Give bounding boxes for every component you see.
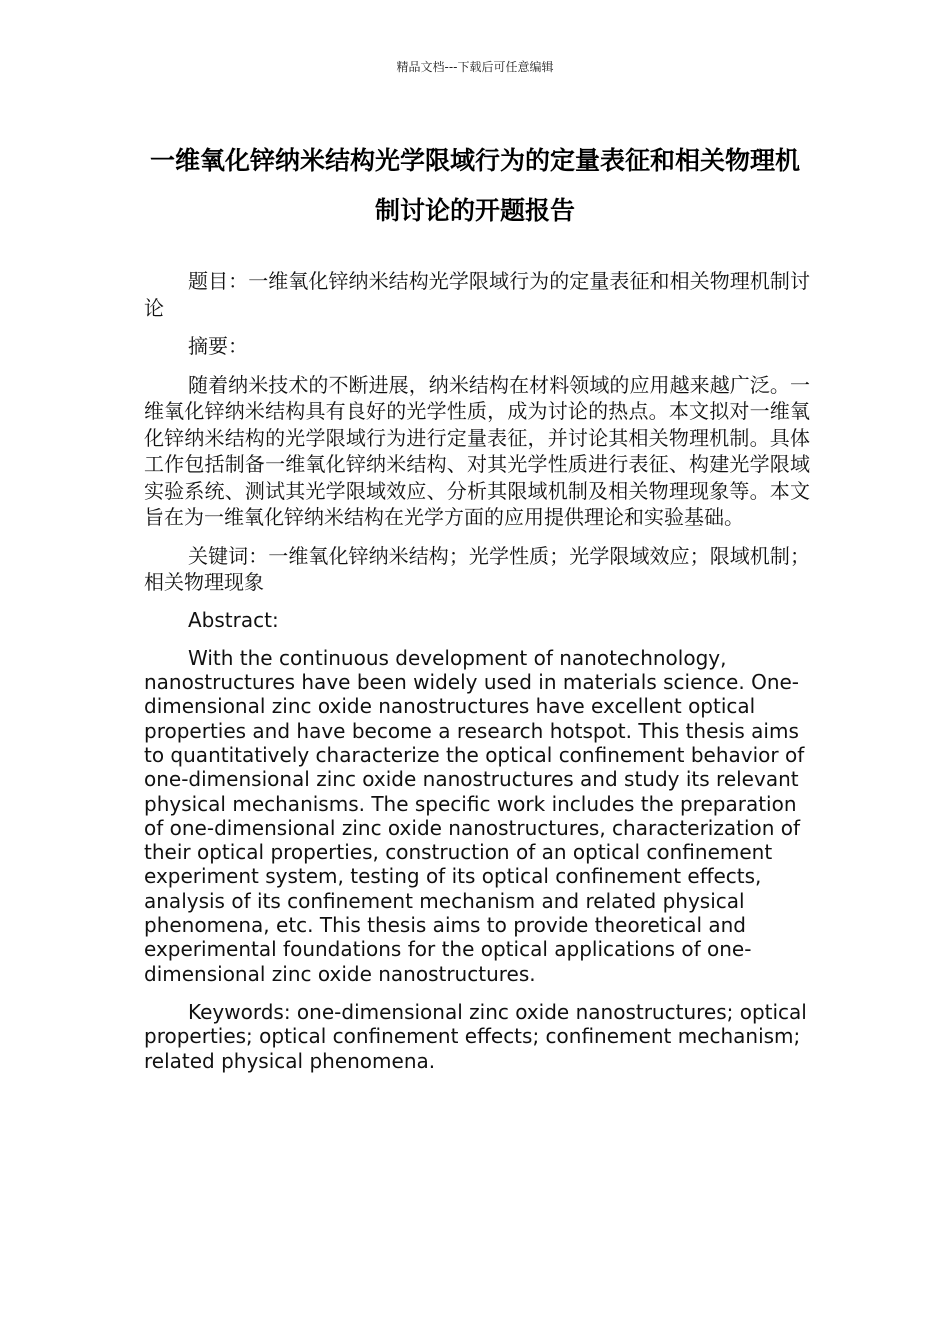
- abstract-label-cn: 摘要：: [188, 334, 248, 358]
- abstract-en: With the continuous development of nanotechnology, nanostructures have been widely used in materials science. One-dimensional zinc oxide nanostructures have excellent optical properties and have become a research hotspot. This thesis aims to quantitatively characterize the optical confinement behavior of one-dimensional zinc oxide nanostructures and study its relevant physical mechanisms. The specific work includes the preparation of one-dimensional zinc oxide nanostructures, characterization of their optical properties, construction of an optical confinement experiment system, testing of its optical confinement effects, analysis of its confinement mechanism and related physical phenomena, etc. This thesis aims to provide theoretical and experimental foundations for the optical applications of one-dimensional zinc oxide nanostructures.: [144, 645, 805, 986]
- keywords-en: Keywords: one-dimensional zinc oxide nanostructures; optical properties; optical confinement effects; confinement mechanism; related physical phenomena.: [144, 999, 807, 1073]
- document-title: 一维氧化锌纳米结构光学限域行为的定量表征和相关物理机制讨论的开题报告: [149, 146, 800, 225]
- abstract-cn: 随着纳米技术的不断进展，纳米结构在材料领域的应用越来越广泛。一维氧化锌纳米结构具有良好的光学性质，成为讨论的热点。本文拟对一维氧化锌纳米结构的光学限域行为进行定量表征，并讨论其相关物理机制。具体工作包括制备一维氧化锌纳米结构、对其光学性质进行表征、构建光学限域实验系统、测试其光学限域效应、分析其限域机制及相关物理现象等。本文旨在为一维氧化锌纳米结构在光学方面的应用提供理论和实验基础。: [144, 372, 810, 529]
- header-note: 精品文档---下载后可任意编辑: [396, 60, 554, 74]
- abstract-label-en: Abstract:: [188, 607, 279, 632]
- topic-line: 题目：一维氧化锌纳米结构光学限域行为的定量表征和相关物理机制讨论: [144, 269, 810, 320]
- document-body: [144, 268, 810, 1087]
- keywords-cn: 关键词：一维氧化锌纳米结构；光学性质；光学限域效应；限域机制；相关物理现象: [144, 543, 810, 594]
